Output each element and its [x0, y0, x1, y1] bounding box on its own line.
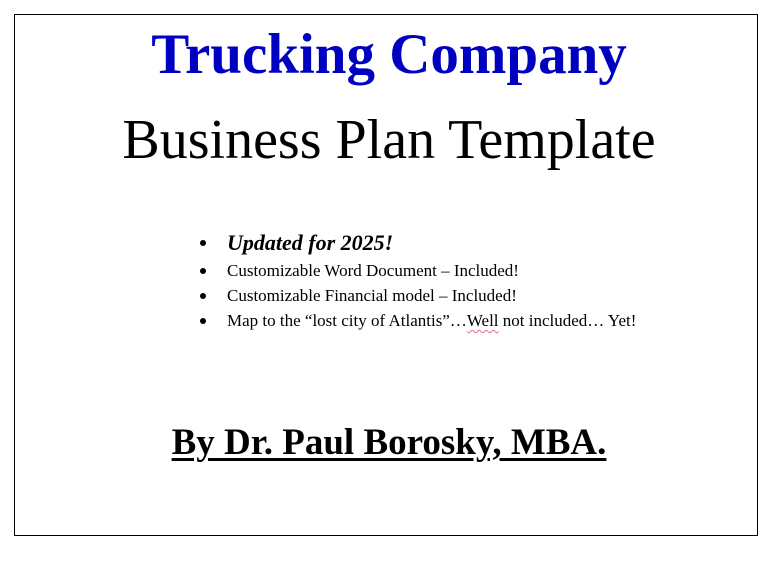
list-item-text-before: Map to the “lost city of Atlantis”… — [227, 311, 467, 330]
author-byline: By Dr. Paul Borosky, MBA. — [171, 422, 607, 463]
feature-list — [196, 228, 636, 333]
list-item — [196, 308, 636, 333]
bullet-icon — [200, 318, 206, 324]
list-item-text: Updated for 2025! — [227, 230, 394, 255]
document-subtitle: Business Plan Template — [122, 109, 656, 171]
bullet-icon — [200, 293, 206, 299]
document-title: Trucking Company — [151, 23, 627, 86]
spellcheck-flagged-word[interactable]: Well — [466, 311, 499, 330]
list-item-text: Customizable Word Document – Included! — [227, 261, 519, 280]
bullet-icon — [200, 240, 206, 246]
list-item — [196, 283, 636, 308]
list-item — [196, 228, 636, 258]
list-item-text-after: not included… Yet! — [498, 311, 637, 330]
bullet-icon — [200, 268, 206, 274]
list-item — [196, 258, 636, 283]
list-item-text: Customizable Financial model – Included! — [227, 286, 517, 305]
